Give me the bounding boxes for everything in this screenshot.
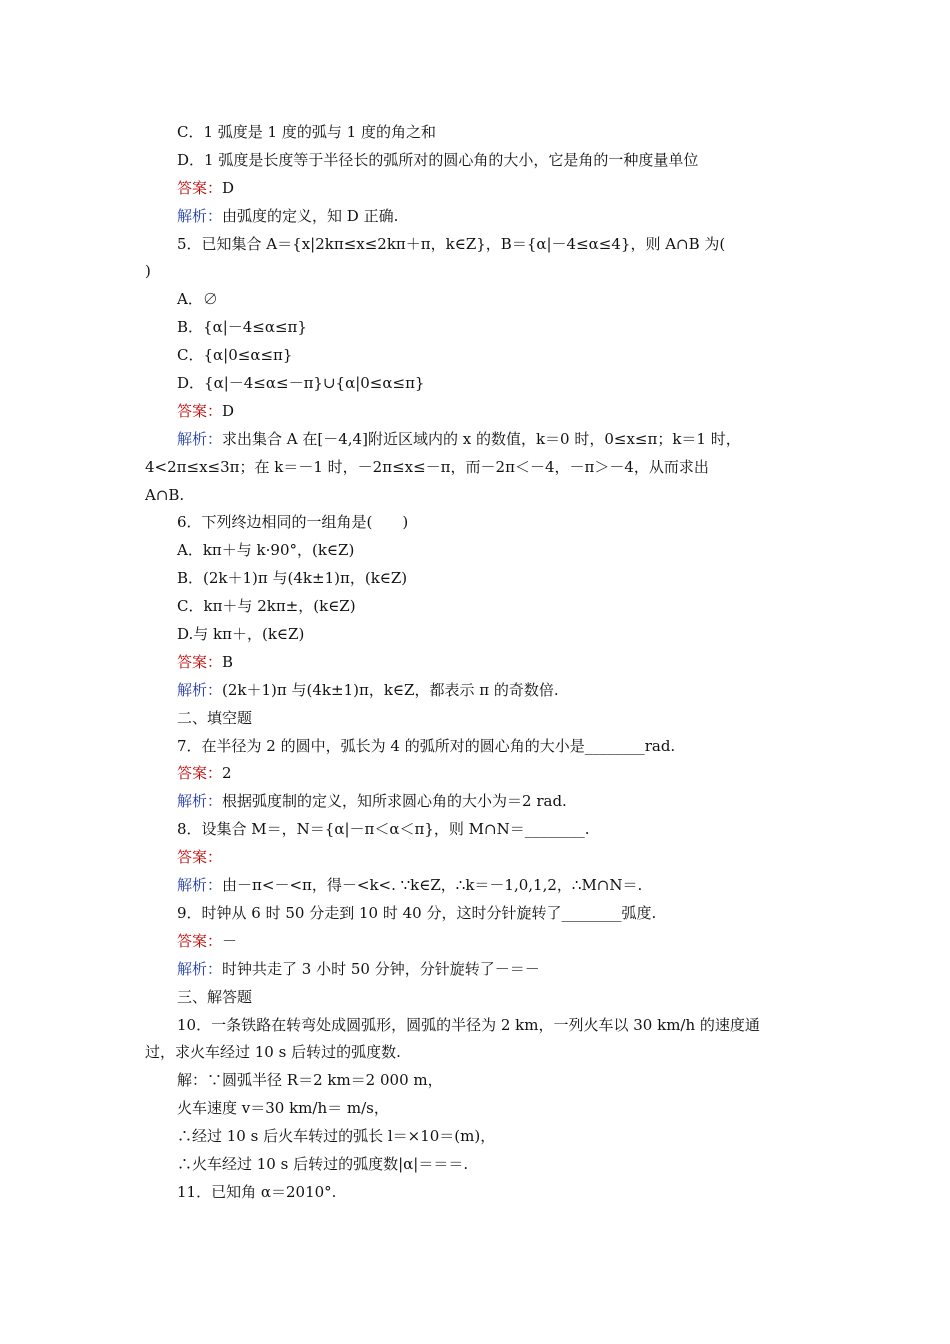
answer-label: 答案： — [177, 652, 223, 671]
answer-label: 答案： — [177, 401, 223, 420]
line-text: D．{α|－4≤α≤－π}∪{α|0≤α≤π} — [177, 374, 425, 393]
line-text: D — [222, 401, 235, 420]
text-line — [145, 816, 813, 844]
text-line — [145, 1012, 813, 1040]
text-line — [145, 788, 813, 816]
answer-label: 答案： — [177, 848, 223, 867]
line-text: 11．已知角 α＝2010°. — [177, 1182, 337, 1201]
line-text: 5．已知集合 A＝{x|2kπ≤x≤2kπ＋π，k∈Z}，B＝{α|－4≤α≤4}，则 A∩B 为( — [177, 234, 726, 253]
text-line — [145, 203, 813, 231]
line-text: － — [222, 931, 238, 950]
line-text: A∩B. — [145, 485, 185, 504]
line-text: 时钟共走了 3 小时 50 分钟，分针旋转了－＝－ — [222, 959, 540, 978]
text-line — [145, 537, 813, 565]
line-text: 由弧度的定义，知 D 正确. — [222, 206, 399, 225]
text-line — [145, 649, 813, 677]
text-line — [145, 705, 813, 733]
text-line — [145, 398, 813, 426]
analysis-label: 解析： — [177, 792, 223, 811]
line-text: 7．在半径为 2 的圆中，弧长为 4 的弧所对的圆心角的大小是________rad. — [177, 736, 676, 755]
text-line — [145, 1151, 813, 1179]
line-text: 火车速度 v＝30 km/h＝ m/s， — [177, 1099, 389, 1118]
line-text: 4<2π≤x≤3π；在 k＝－1 时，－2π≤x≤－π，而－2π＜－4，－π＞－4，从而求出 — [145, 457, 709, 476]
text-line — [145, 621, 813, 649]
line-text: 解：∵圆弧半径 R＝2 km＝2 000 m， — [177, 1071, 443, 1090]
text-line — [145, 426, 813, 454]
text-line — [145, 147, 813, 175]
line-text: B．(2k＋1)π 与(4k±1)π，(k∈Z) — [177, 569, 408, 588]
text-line — [145, 872, 813, 900]
line-text: ∴经过 10 s 后火车转过的弧长 l＝×10＝(m)， — [177, 1127, 496, 1146]
text-line — [145, 1067, 813, 1095]
text-line — [145, 1123, 813, 1151]
text-line — [145, 900, 813, 928]
line-text: D．1 弧度是长度等于半径长的弧所对的圆心角的大小，它是角的一种度量单位 — [177, 150, 699, 169]
answer-label: 答案： — [177, 764, 223, 783]
text-line — [145, 844, 813, 872]
text-line — [145, 1039, 813, 1067]
line-text: B．{α|－4≤α≤π} — [177, 318, 307, 337]
text-line — [145, 314, 813, 342]
analysis-label: 解析： — [177, 959, 223, 978]
analysis-label: 解析： — [177, 429, 223, 448]
text-line — [145, 733, 813, 761]
line-text: ) — [145, 262, 151, 281]
document-body — [145, 119, 813, 1207]
line-text: 根据弧度制的定义，知所求圆心角的大小为＝2 rad. — [222, 792, 567, 811]
line-text: 求出集合 A 在[－4,4]附近区域内的 x 的数值，k＝0 时，0≤x≤π；k＝1 时， — [222, 429, 741, 448]
line-text: C．1 弧度是 1 度的弧与 1 度的角之和 — [177, 123, 436, 141]
text-line — [145, 286, 813, 314]
line-text: 10．一条铁路在转弯处成圆弧形，圆弧的半径为 2 km，一列火车以 30 km/h 的速度通 — [177, 1015, 760, 1034]
text-line — [145, 454, 813, 482]
text-line — [145, 956, 813, 984]
text-line — [145, 984, 813, 1012]
text-line — [145, 760, 813, 788]
line-text: A．∅ — [177, 290, 218, 309]
text-line — [145, 342, 813, 370]
answer-label: 答案： — [177, 178, 223, 197]
line-text: (2k＋1)π 与(4k±1)π，k∈Z，都表示 π 的奇数倍. — [222, 680, 559, 699]
text-line — [145, 928, 813, 956]
line-text: 2 — [222, 764, 232, 783]
line-text: D — [222, 178, 235, 197]
text-line — [145, 482, 813, 510]
analysis-label: 解析： — [177, 680, 223, 699]
analysis-label: 解析： — [177, 206, 223, 225]
line-text: A．kπ＋与 k·90°，(k∈Z) — [177, 541, 355, 560]
text-line — [145, 370, 813, 398]
text-line — [145, 258, 813, 286]
line-text: 三、解答题 — [177, 987, 253, 1006]
line-text: 由－π<－<π，得－<k<. ∵k∈Z，∴k＝－1,0,1,2，∴M∩N＝. — [222, 876, 643, 895]
text-line — [145, 1179, 813, 1207]
line-text: ∴火车经过 10 s 后转过的弧度数|α|＝＝＝. — [177, 1154, 469, 1173]
text-line — [145, 119, 813, 147]
line-text: 8．设集合 M＝，N＝{α|－π＜α＜π}，则 M∩N＝________. — [177, 820, 590, 839]
text-line — [145, 175, 813, 203]
text-line — [145, 509, 813, 537]
text-line — [145, 231, 813, 259]
line-text: C．{α|0≤α≤π} — [177, 346, 293, 365]
line-text: 二、填空题 — [177, 708, 253, 727]
analysis-label: 解析： — [177, 876, 223, 895]
text-line — [145, 593, 813, 621]
text-line — [145, 1095, 813, 1123]
line-text: C．kπ＋与 2kπ±，(k∈Z) — [177, 597, 356, 616]
line-text: D.与 kπ＋，(k∈Z) — [177, 625, 305, 644]
line-text: 6．下列终边相同的一组角是( ) — [177, 513, 409, 532]
line-text: B — [222, 652, 234, 671]
line-text: 过，求火车经过 10 s 后转过的弧度数. — [145, 1043, 401, 1062]
line-text: 9．时钟从 6 时 50 分走到 10 时 40 分，这时分针旋转了________弧度. — [177, 903, 657, 922]
text-line — [145, 677, 813, 705]
text-line — [145, 565, 813, 593]
answer-label: 答案： — [177, 931, 223, 950]
